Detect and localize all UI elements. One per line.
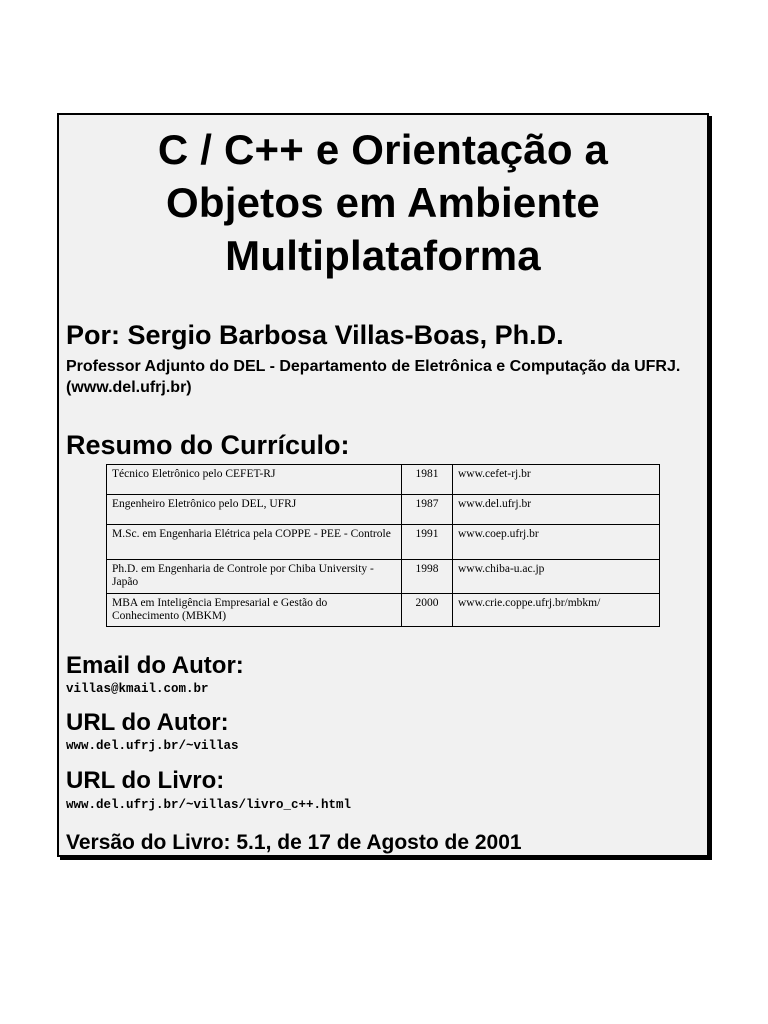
year-cell: 2000 [402,594,453,627]
url-autor-value: www.del.ufrj.br/~villas [66,739,239,753]
degree-cell: MBA em Inteligência Empresarial e Gestão do Conhecimento (MBKM) [107,594,402,627]
url-cell: www.cefet-rj.br [453,465,660,495]
resumo-heading: Resumo do Currículo: [66,430,350,460]
url-cell: www.coep.ufrj.br [453,525,660,560]
url-livro-value: www.del.ufrj.br/~villas/livro_c++.html [66,798,352,812]
curriculo-table [106,464,660,627]
url-livro-heading: URL do Livro: [66,767,225,794]
email-value: villas@kmail.com.br [66,682,209,696]
email-heading: Email do Autor: [66,652,244,679]
degree-cell: M.Sc. em Engenharia Elétrica pela COPPE - PEE - Controle [107,525,402,560]
table-row [107,465,660,495]
table-row [107,495,660,525]
table-row [107,594,660,627]
year-cell: 1987 [402,495,453,525]
degree-cell: Engenheiro Eletrônico pelo DEL, UFRJ [107,495,402,525]
degree-cell: Técnico Eletrônico pelo CEFET-RJ [107,465,402,495]
title-line-3: Multiplataforma [225,232,541,279]
year-cell: 1991 [402,525,453,560]
url-cell: www.crie.coppe.ufrj.br/mbkm/ [453,594,660,627]
cover-box [57,113,709,857]
year-cell: 1998 [402,560,453,594]
url-cell: www.del.ufrj.br [453,495,660,525]
year-cell: 1981 [402,465,453,495]
affiliation: Professor Adjunto do DEL - Departamento de Eletrônica e Computação da UFRJ. (www.del.ufrj.br) [66,358,681,396]
table-row [107,525,660,560]
author-line: Por: Sergio Barbosa Villas-Boas, Ph.D. [66,320,564,350]
book-version: Versão do Livro: 5.1, de 17 de Agosto de 2001 [66,831,522,854]
book-title [59,123,707,282]
degree-cell: Ph.D. em Engenharia de Controle por Chiba University - Japão [107,560,402,594]
table-row [107,560,660,594]
url-cell: www.chiba-u.ac.jp [453,560,660,594]
url-autor-heading: URL do Autor: [66,709,229,736]
title-line-2: Objetos em Ambiente [166,179,600,226]
title-line-1: C / C++ e Orientação a [157,126,609,173]
